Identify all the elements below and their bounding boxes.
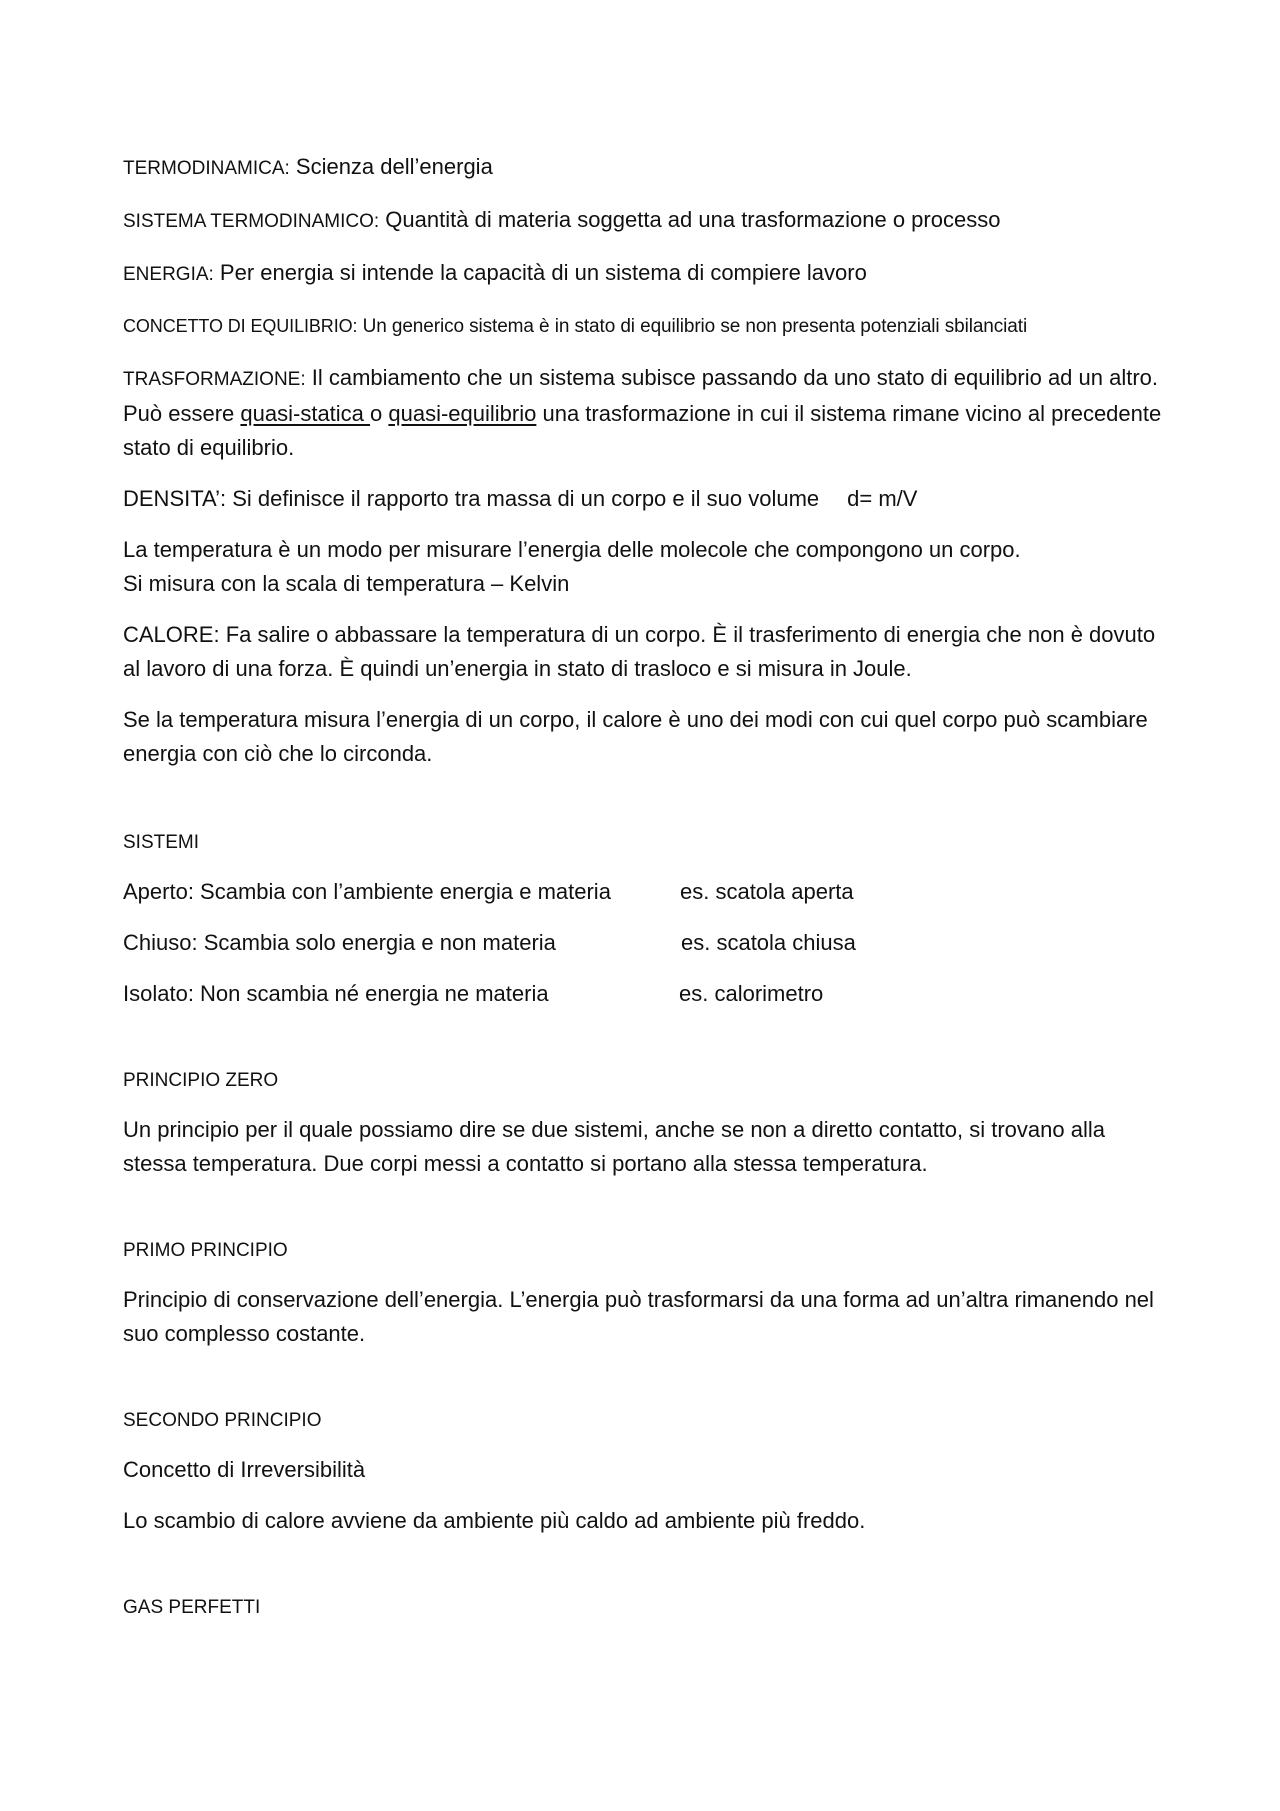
- definition-label: TERMODINAMICA:: [123, 158, 290, 179]
- paragraph-irreversibilita: Concetto di Irreversibilità: [123, 1457, 366, 1482]
- definition-text: o: [370, 401, 389, 426]
- section-heading-primo-principio: PRIMO PRINCIPIO: [123, 1240, 288, 1261]
- paragraph-scambio-calore: Lo scambio di calore avviene da ambiente più caldo ad ambiente più freddo.: [123, 1508, 866, 1533]
- section-heading-secondo-principio: SECONDO PRINCIPIO: [123, 1410, 322, 1431]
- definition-calore: CALORE: Fa salire o abbassare la temperatura di un corpo. È il trasferimento di energia che non è dovuto al lavoro di una forza. È quindi un’energia in stato di trasloco e si misura in Joule.: [123, 622, 1156, 681]
- definition-text: Quantità di materia soggetta ad una trasformazione o processo: [379, 207, 1001, 232]
- sistema-aperto: [123, 875, 1160, 909]
- definition-termodinamica: [123, 150, 1160, 186]
- section-heading-sistemi: SISTEMI: [123, 832, 200, 853]
- paragraph-primo-principio: Principio di conservazione dell’energia. L’energia può trasformarsi da una forma ad un’altra rimanendo nel suo complesso costante.: [123, 1287, 1154, 1346]
- sistema-description: Chiuso: Scambia solo energia e non materia: [123, 930, 556, 955]
- definition-trasformazione: [123, 361, 1163, 465]
- term-quasi-statica: quasi-statica: [240, 401, 371, 426]
- definition-label: SISTEMA TERMODINAMICO:: [123, 211, 380, 232]
- sistema-chiuso: [123, 926, 1160, 960]
- temperatura-line-1: La temperatura è un modo per misurare l’energia delle molecole che compongono un corpo.: [123, 537, 1021, 562]
- definition-equilibrio: [123, 309, 1160, 344]
- temperatura-line-2: Si misura con la scala di temperatura – Kelvin: [123, 571, 570, 596]
- section-heading-principio-zero: PRINCIPIO ZERO: [123, 1070, 279, 1091]
- sistema-isolato: [123, 977, 1160, 1011]
- sistema-example: es. scatola aperta: [680, 879, 854, 904]
- paragraph-calore-note: Se la temperatura misura l’energia di un corpo, il calore è uno dei modi con cui quel corpo può scambiare energia con ciò che lo circonda.: [123, 707, 1148, 766]
- definition-sistema-termodinamico: [123, 203, 1160, 239]
- definition-text: Per energia si intende la capacità di un sistema di compiere lavoro: [213, 260, 867, 285]
- sistema-description: Aperto: Scambia con l’ambiente energia e materia: [123, 879, 611, 904]
- definition-energia: [123, 256, 1160, 292]
- sistema-example: es. calorimetro: [679, 981, 824, 1006]
- definition-text: una trasformazione in cui il sistema rimane vicino al precedente stato di equilibrio.: [123, 401, 1162, 460]
- sistema-example: es. scatola chiusa: [681, 930, 856, 955]
- term-quasi-equilibrio: quasi-equilibrio: [388, 401, 537, 426]
- paragraph-principio-zero: Un principio per il quale possiamo dire se due sistemi, anche se non a diretto contatto, si trovano alla stessa temperatura. Due corpi messi a contatto si portano alla stessa temperatura.: [123, 1117, 1105, 1176]
- definition-label: CONCETTO DI EQUILIBRIO:: [123, 316, 358, 336]
- definition-label: ENERGIA:: [123, 264, 214, 285]
- definition-text: Un generico sistema è in stato di equilibrio se non presenta potenziali sbilanciati: [357, 316, 1028, 337]
- definition-label: TRASFORMAZIONE:: [123, 369, 306, 390]
- definition-text: Il cambiamento che un sistema subisce passando da uno stato di equilibrio ad un altro. Può essere: [123, 365, 1159, 426]
- paragraph-temperatura: [123, 533, 1160, 601]
- density-formula: d= m/V: [847, 486, 918, 511]
- definition-text: Scienza dell’energia: [289, 154, 493, 179]
- section-heading-gas-perfetti: GAS PERFETTI: [123, 1597, 261, 1618]
- definition-text: DENSITA’: Si definisce il rapporto tra massa di un corpo e il suo volume: [123, 486, 820, 511]
- sistema-description: Isolato: Non scambia né energia ne materia: [123, 981, 549, 1006]
- definition-densita: [123, 482, 1160, 516]
